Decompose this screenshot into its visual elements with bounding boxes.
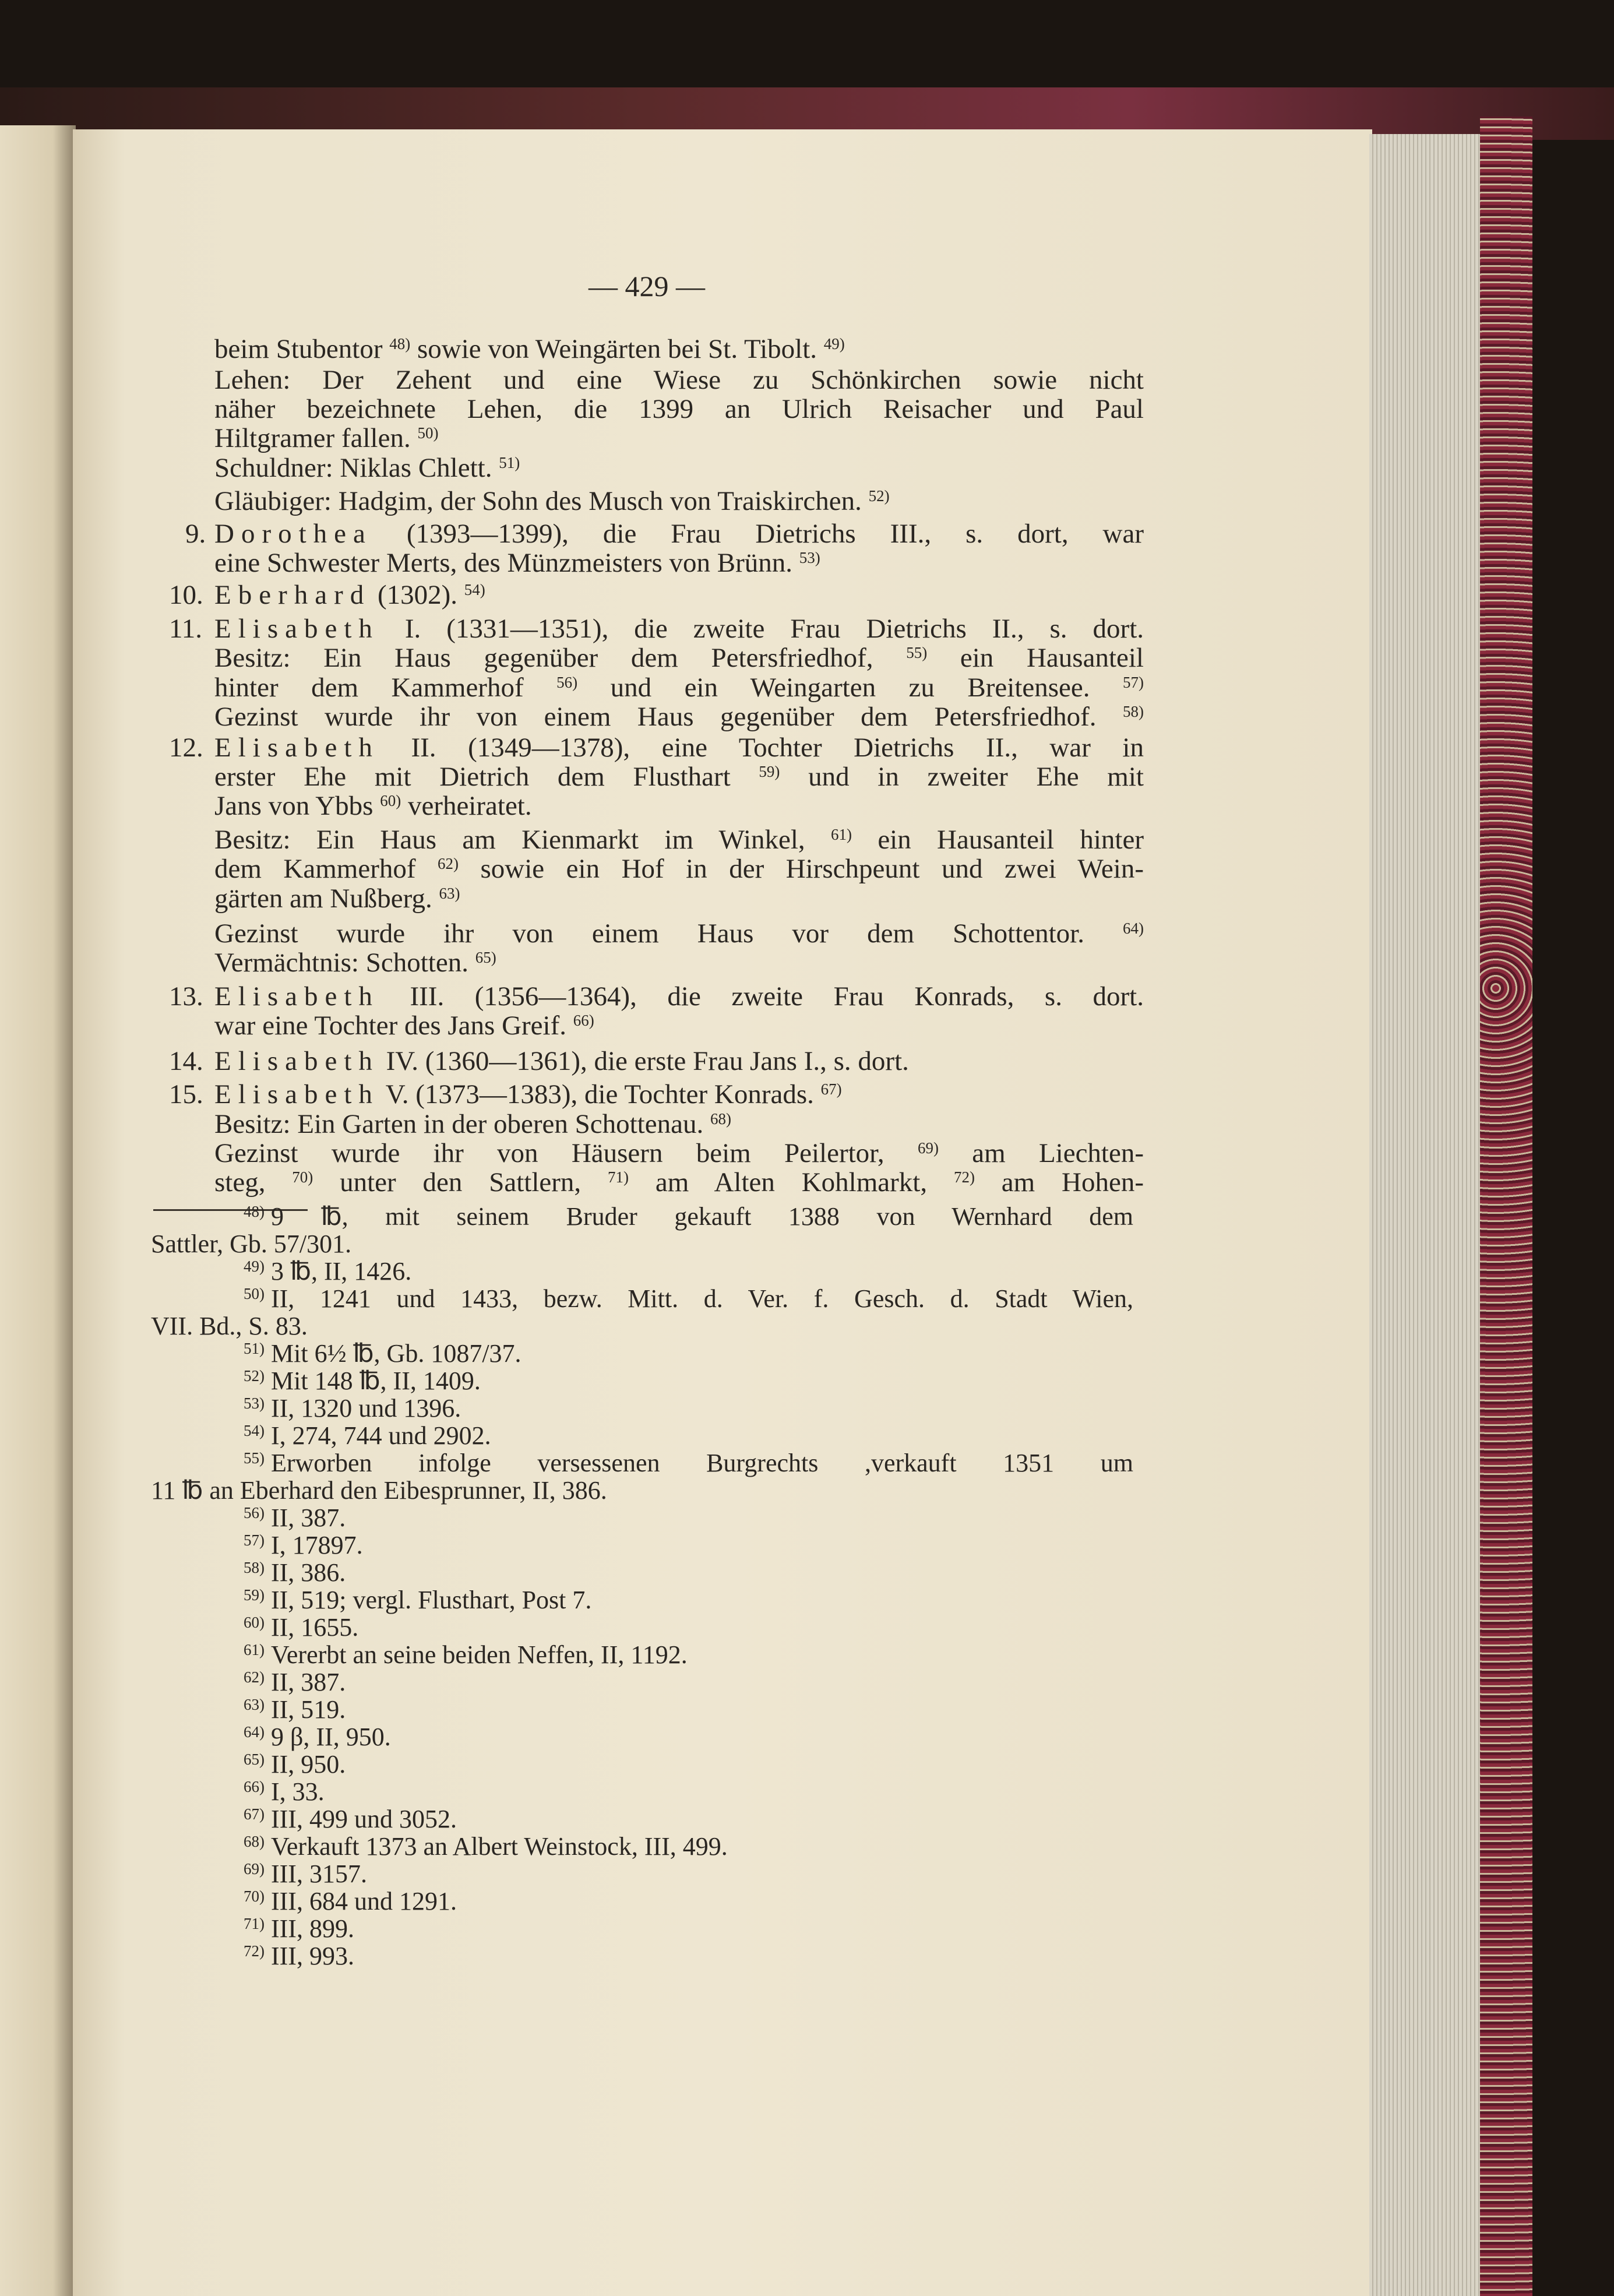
footnote-number: 60) — [244, 1614, 265, 1631]
footnote-text: 3 ℔, II, 1426. — [271, 1257, 412, 1286]
entry-number: 14. — [169, 1046, 203, 1076]
text-segment: Gläubiger: Hadgim, der Sohn des Musch von Traiskirchen. — [214, 486, 869, 516]
footnote-text: Mit 148 ℔, II, 1409. — [271, 1367, 481, 1395]
entry-number: 13. — [169, 981, 203, 1012]
text-segment: Lehen: Der Zehent und eine Wiese zu Schönkirchen sowie nicht — [214, 365, 1144, 395]
footnote-number: 51) — [244, 1340, 265, 1357]
footnote-marker — [244, 1861, 265, 1887]
text-segment: II. (1349—1378), eine Tochter Dietrichs II., war in — [379, 733, 1144, 763]
footnote-number: 53) — [244, 1394, 265, 1412]
footnote-ref: 66) — [573, 1012, 594, 1029]
text-segment: am Alten Kohlmarkt, — [629, 1167, 954, 1198]
text-line — [214, 396, 1144, 423]
footnote-text: II, 387. — [271, 1668, 346, 1696]
footnote-ref: 54) — [464, 581, 485, 598]
footnote-text: III, 899. — [271, 1914, 354, 1943]
text-segment: erster Ehe mit Dietrich dem Flusthart — [214, 762, 759, 792]
footnote-marker — [244, 1533, 265, 1559]
text-segment: Gezinst wurde ihr von Häusern beim Peilertor, — [214, 1138, 918, 1168]
footnote-marker — [244, 1943, 265, 1970]
footnote-number: 62) — [244, 1668, 265, 1686]
footnote-number: 59) — [244, 1586, 265, 1604]
footnote-text: Sattler, Gb. 57/301. — [151, 1230, 352, 1258]
footnote-marker — [244, 1396, 265, 1422]
text-segment: näher bezeichnete Lehen, die 1399 an Ulrich Reisacher und Paul — [214, 394, 1144, 424]
footnote-number: 58) — [244, 1559, 265, 1576]
text-line — [214, 425, 438, 452]
text-segment: steg, — [214, 1167, 293, 1198]
footnote-text: II, 519; vergl. Flusthart, Post 7. — [271, 1586, 592, 1614]
text-line — [214, 826, 1144, 854]
footnote-ref: 55) — [906, 644, 928, 661]
footnote-ref: 58) — [1123, 703, 1144, 720]
footnote-number: 72) — [244, 1942, 265, 1960]
text-line — [214, 550, 820, 577]
footnote-text: 11 ℔ an Eberhard den Eibesprunner, II, 386. — [151, 1476, 607, 1505]
footnote-ref: 67) — [820, 1080, 842, 1098]
text-line — [214, 520, 1144, 548]
text-segment: am Hohen- — [974, 1167, 1144, 1198]
text-segment: ein Hausanteil — [927, 643, 1144, 673]
entry-number: 15. — [169, 1079, 203, 1110]
footnote-marker — [244, 1505, 265, 1531]
text-line — [214, 336, 845, 363]
footnote-marker — [244, 1834, 265, 1860]
text-line — [214, 793, 532, 820]
entry-name: Elisabeth — [214, 733, 379, 763]
text-segment: (1393—1399), die Frau Dietrichs III., s. dort, war — [372, 519, 1144, 549]
footnote-number: 63) — [244, 1696, 265, 1713]
footnote-ref: 69) — [917, 1139, 939, 1157]
text-line — [214, 703, 1144, 731]
entry-number: 10. — [169, 580, 203, 610]
text-segment: hinter dem Kammerhof — [214, 672, 557, 703]
footnote-number: 48) — [244, 1203, 265, 1220]
footnote-text: 9 β, II, 950. — [271, 1723, 391, 1751]
text-segment: dem Kammerhof — [214, 854, 438, 884]
entry-number: 12. — [169, 733, 203, 763]
footnote-number: 70) — [244, 1887, 265, 1905]
text-segment: Besitz: Ein Haus gegenüber dem Petersfriedhof, — [214, 643, 907, 673]
footnote-text: Erworben infolge versessenen Burgrechts ,verkauft 1351 um — [271, 1449, 1133, 1477]
text-line — [214, 455, 520, 482]
text-segment: am Liechten- — [938, 1138, 1144, 1168]
footnote-ref: 48) — [389, 335, 411, 353]
text-line — [214, 645, 1144, 672]
footnote-text: III, 993. — [271, 1942, 354, 1970]
text-line — [214, 1111, 731, 1138]
footnote-ref: 62) — [438, 855, 459, 872]
footnote-marker — [244, 1724, 265, 1751]
footnote-number: 61) — [244, 1641, 265, 1658]
footnote-text: Mit 6½ ℔, Gb. 1087/37. — [271, 1339, 521, 1368]
text-line — [214, 1048, 909, 1075]
footnote-marker — [244, 1450, 265, 1477]
footnote-number: 67) — [244, 1805, 265, 1823]
text-segment: unter den Sattlern, — [313, 1167, 608, 1198]
text-segment: und in zweiter Ehe mit — [780, 762, 1144, 792]
marbled-cover-edge — [1480, 117, 1532, 2296]
footnote-marker — [244, 1286, 265, 1312]
entry-name: Elisabeth — [214, 981, 379, 1012]
footnote-ref: 49) — [823, 335, 845, 353]
footnote-text: II, 1655. — [271, 1613, 359, 1642]
footnote-marker — [244, 1259, 265, 1285]
footnote-text: III, 3157. — [271, 1860, 367, 1888]
footnote-text: I, 17897. — [271, 1531, 363, 1559]
footnote-ref: 64) — [1123, 920, 1144, 937]
footnote-text: II, 519. — [271, 1695, 346, 1724]
text-line — [214, 763, 1144, 791]
text-segment: ein Hausanteil hinter — [852, 825, 1144, 855]
text-line — [214, 949, 496, 977]
entry-name: Dorothea — [214, 519, 372, 549]
entry-name: Elisabeth — [214, 1079, 379, 1110]
footnote-text: 9 ℔, mit seinem Bruder gekauft 1388 von Wernhard dem — [271, 1202, 1133, 1231]
text-segment: beim Stubentor — [214, 334, 390, 364]
text-segment: V. (1373—1383), die Tochter Konrads. — [379, 1079, 821, 1110]
text-line — [214, 582, 485, 609]
entry-number: 11. — [169, 614, 203, 644]
text-segment: Schuldner: Niklas Chlett. — [214, 453, 499, 483]
footnote-ref: 68) — [710, 1110, 731, 1128]
footnote-number: 66) — [244, 1778, 265, 1795]
footnote-ref: 70) — [292, 1168, 313, 1186]
footnote-marker — [244, 1560, 265, 1586]
footnote-number: 65) — [244, 1751, 265, 1768]
footnote-number: 57) — [244, 1531, 265, 1549]
footnote-ref: 61) — [831, 826, 852, 843]
footnote-marker — [244, 1615, 265, 1641]
footnote-ref: 57) — [1123, 674, 1144, 691]
footnote-text: I, 33. — [271, 1777, 325, 1806]
footnote-text: II, 950. — [271, 1750, 346, 1779]
text-segment: Hiltgramer fallen. — [214, 423, 418, 453]
text-line — [214, 1140, 1144, 1167]
text-line — [214, 920, 1144, 948]
footnote-text: II, 387. — [271, 1503, 346, 1532]
footnote-number: 52) — [244, 1367, 265, 1385]
footnote-number: 55) — [244, 1449, 265, 1467]
text-segment: Besitz: Ein Haus am Kienmarkt im Winkel, — [214, 825, 831, 855]
footnote-ref: 65) — [475, 949, 496, 966]
text-segment: und ein Weingarten zu Breitensee. — [577, 672, 1123, 703]
footnote-number: 49) — [244, 1258, 265, 1275]
footnote-marker — [244, 1642, 265, 1668]
text-line — [214, 1012, 594, 1040]
text-segment: war eine Tochter des Jans Greif. — [214, 1010, 573, 1041]
footnote-ref: 56) — [556, 674, 578, 691]
footnote-number: 68) — [244, 1833, 265, 1850]
entry-name: Elisabeth — [214, 614, 379, 644]
text-segment: III. (1356—1364), die zweite Frau Konrads, s. dort. — [379, 981, 1144, 1012]
text-segment: sowie ein Hof in der Hirschpeunt und zwei Wein- — [459, 854, 1144, 884]
footnote-text: VII. Bd., S. 83. — [151, 1312, 308, 1340]
footnote-text: Vererbt an seine beiden Neffen, II, 1192. — [271, 1640, 688, 1669]
footnote-marker — [244, 1916, 265, 1942]
footnote-marker — [244, 1423, 265, 1449]
footnote-text: III, 684 und 1291. — [271, 1887, 457, 1915]
text-line — [214, 983, 1144, 1010]
footnote-text: I, 274, 744 und 2902. — [271, 1421, 491, 1450]
footnote-number: 56) — [244, 1504, 265, 1522]
footnote-number: 54) — [244, 1422, 265, 1439]
footnote-marker — [244, 1587, 265, 1614]
text-line — [214, 885, 460, 913]
footnote-number: 69) — [244, 1860, 265, 1878]
footnote-number: 64) — [244, 1723, 265, 1741]
text-segment: (1302). — [371, 580, 464, 610]
footnote-marker — [244, 1889, 265, 1915]
footnote-ref: 53) — [799, 549, 820, 566]
text-segment: Vermächtnis: Schotten. — [214, 948, 475, 978]
footnote-marker — [244, 1806, 265, 1833]
text-segment: IV. (1360—1361), die erste Frau Jans I., s. dort. — [379, 1046, 909, 1076]
page-number: — 429 — — [588, 270, 705, 302]
text-line — [214, 367, 1144, 394]
footnote-number: 71) — [244, 1915, 265, 1932]
text-line — [214, 734, 1144, 762]
footnote-text: II, 1320 und 1396. — [271, 1394, 461, 1422]
footnote-marker — [244, 1341, 265, 1367]
footnote-text: II, 1241 und 1433, bezw. Mitt. d. Ver. f. Gesch. d. Stadt Wien, — [271, 1284, 1133, 1313]
footnote-ref: 72) — [953, 1168, 975, 1186]
footnote-text: III, 499 und 3052. — [271, 1805, 457, 1833]
text-line — [214, 1081, 842, 1108]
footnote-text: Verkauft 1373 an Albert Weinstock, III, 499. — [271, 1832, 728, 1861]
text-segment: Jans von Ybbs — [214, 791, 380, 821]
text-segment: sowie von Weingärten bei St. Tibolt. — [410, 334, 824, 364]
footnote-ref: 59) — [759, 763, 780, 780]
footnote-ref: 71) — [608, 1168, 629, 1186]
text-segment: gärten am Nußberg. — [214, 883, 439, 914]
text-segment: Besitz: Ein Garten in der oberen Schottenau. — [214, 1109, 710, 1139]
footnote-number: 50) — [244, 1285, 265, 1302]
text-line — [214, 615, 1144, 643]
footnote-ref: 51) — [499, 454, 520, 471]
entry-name: Elisabeth — [214, 1046, 379, 1076]
footnote-marker — [244, 1752, 265, 1778]
footnote-ref: 60) — [380, 792, 401, 809]
entry-name: Eberhard — [214, 580, 371, 610]
footnote-ref: 52) — [868, 487, 890, 505]
footnote-ref: 50) — [417, 424, 439, 442]
text-line — [214, 1169, 1144, 1196]
text-line — [214, 488, 890, 515]
footnote-marker — [244, 1670, 265, 1696]
text-segment: eine Schwester Merts, des Münzmeisters von Brünn. — [214, 548, 799, 578]
footnote-marker — [244, 1779, 265, 1805]
text-segment: Gezinst wurde ihr von einem Haus gegenüber dem Petersfriedhof. — [214, 702, 1123, 732]
text-segment: verheiratet. — [401, 791, 532, 821]
text-line — [214, 674, 1144, 702]
left-page-edge — [0, 125, 76, 2296]
footnote-text: II, 386. — [271, 1558, 346, 1587]
footnote-marker — [244, 1204, 265, 1230]
page-edges — [1369, 134, 1480, 2296]
text-line — [214, 855, 1144, 883]
footnote-marker — [244, 1697, 265, 1723]
footnote-ref: 63) — [439, 885, 460, 902]
text-segment: Gezinst wurde ihr von einem Haus vor dem Schottentor. — [214, 918, 1123, 949]
text-segment: I. (1331—1351), die zweite Frau Dietrichs II., s. dort. — [379, 614, 1144, 644]
entry-number: 9. — [185, 519, 206, 549]
footnote-marker — [244, 1368, 265, 1394]
